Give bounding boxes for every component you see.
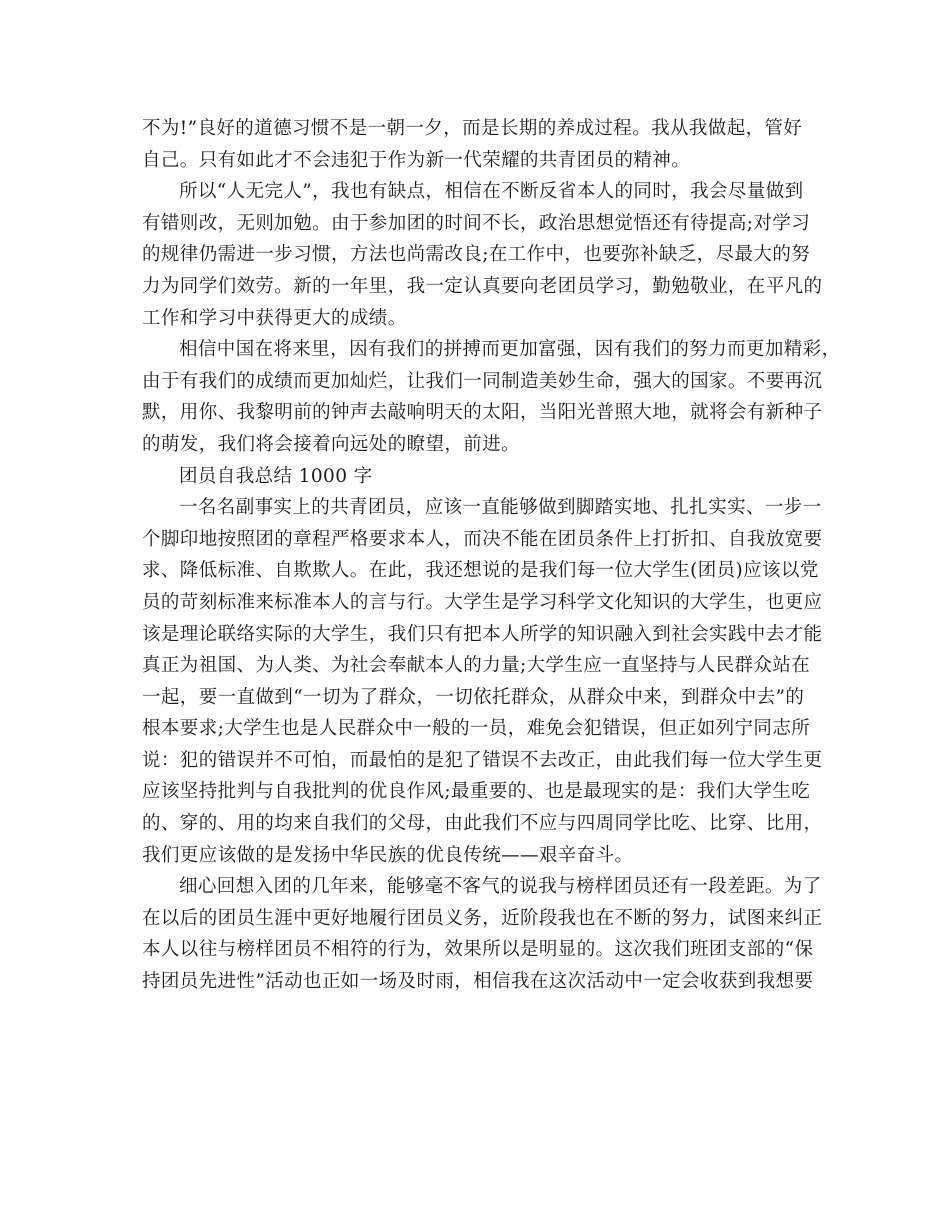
text-line: 持团员先进性”活动也正如一场及时雨，相信我在这次活动中一定会收获到我想要 — [142, 971, 814, 993]
text-line: 自己。只有如此才不会违犯于作为新一代荣耀的共青团员的精神。 — [142, 149, 691, 171]
text-line: 个脚印地按照团的章程严格要求本人，而决不能在团员条件上打折扣、自我放宽要 — [142, 528, 823, 550]
text-line: 工作和学习中获得更大的成绩。 — [142, 307, 407, 329]
text-line: 该是理论联络实际的大学生，我们只有把本人所学的知识融入到社会实践中去才能 — [142, 623, 823, 645]
text-line: 真正为祖国、为人类、为社会奉献本人的力量;大学生应一直坚持与人民群众站在 — [142, 655, 811, 677]
text-line: 细心回想入团的几年来，能够毫不客气的说我与榜样团员还有一段差距。为了 — [179, 876, 822, 898]
text-line: 所以“人无完人”，我也有缺点，相信在不断反省本人的同时，我会尽量做到 — [179, 181, 804, 203]
text-line: 的萌发，我们将会接着向远处的瞭望，前进。 — [142, 433, 521, 455]
text-line: 不为!”良好的道德习惯不是一朝一夕，而是长期的养成过程。我从我做起，管好 — [142, 118, 803, 139]
document-body — [142, 113, 841, 998]
text-line: 在以后的团员生涯中更好地履行团员义务，近阶段我也在不断的努力，试图来纠正 — [142, 907, 823, 929]
text-line: 我们更应该做的是发扬中华民族的优良传统——艰辛奋斗。 — [142, 844, 634, 866]
text-line: 有错则改，无则加勉。由于参加团的时间不长，政治思想觉悟还有待提高;对学习 — [142, 212, 811, 234]
text-line: 一起，要一直做到“一切为了群众，一切依托群众，从群众中来，到群众中去”的 — [142, 686, 805, 708]
text-line: 应该坚持批判与自我批判的优良作风;最重要的、也是最现实的是：我们大学生吃 — [142, 781, 811, 803]
text-line: 相信中国在将来里，因有我们的拼搏而更加富强，因有我们的努力而更加精彩， — [179, 339, 841, 361]
text-line: 默，用你、我黎明前的钟声去敲响明天的太阳，当阳光普照大地，就将会有新种子 — [142, 402, 823, 424]
text-line: 的规律仍需进一步习惯，方法也尚需改良;在工作中，也要弥补缺乏，尽最大的努 — [142, 244, 811, 266]
text-line: 一名名副事实上的共青团员，应该一直能够做到脚踏实地、扎扎实实、一步一 — [179, 497, 822, 519]
text-line: 求、降低标准、自欺欺人。在此，我还想说的是我们每一位大学生(团员)应该以党 — [142, 560, 819, 582]
text-line: 力为同学们效劳。新的一年里，我一定认真要向老团员学习，勤勉敬业，在平凡的 — [142, 275, 823, 297]
text-line: 团员自我总结 1000 字 — [179, 465, 373, 487]
text-line: 员的苛刻标准来标准本人的言与行。大学生是学习科学文化知识的大学生，也更应 — [142, 591, 823, 613]
text-line: 根本要求;大学生也是人民群众中一般的一员，难免会犯错误，但正如列宁同志所 — [142, 718, 811, 740]
text-line: 的、穿的、用的均来自我们的父母，由此我们不应与四周同学比吃、比穿、比用， — [142, 813, 823, 835]
text-line: 由于有我们的成绩而更加灿烂，让我们一同制造美妙生命，强大的国家。不要再沉 — [142, 370, 823, 392]
text-line: 说：犯的错误并不可怕，而最怕的是犯了错误不去改正，由此我们每一位大学生更 — [142, 749, 823, 771]
text-line: 本人以往与榜样团员不相符的行为，效果所以是明显的。这次我们班团支部的“保 — [142, 939, 814, 961]
